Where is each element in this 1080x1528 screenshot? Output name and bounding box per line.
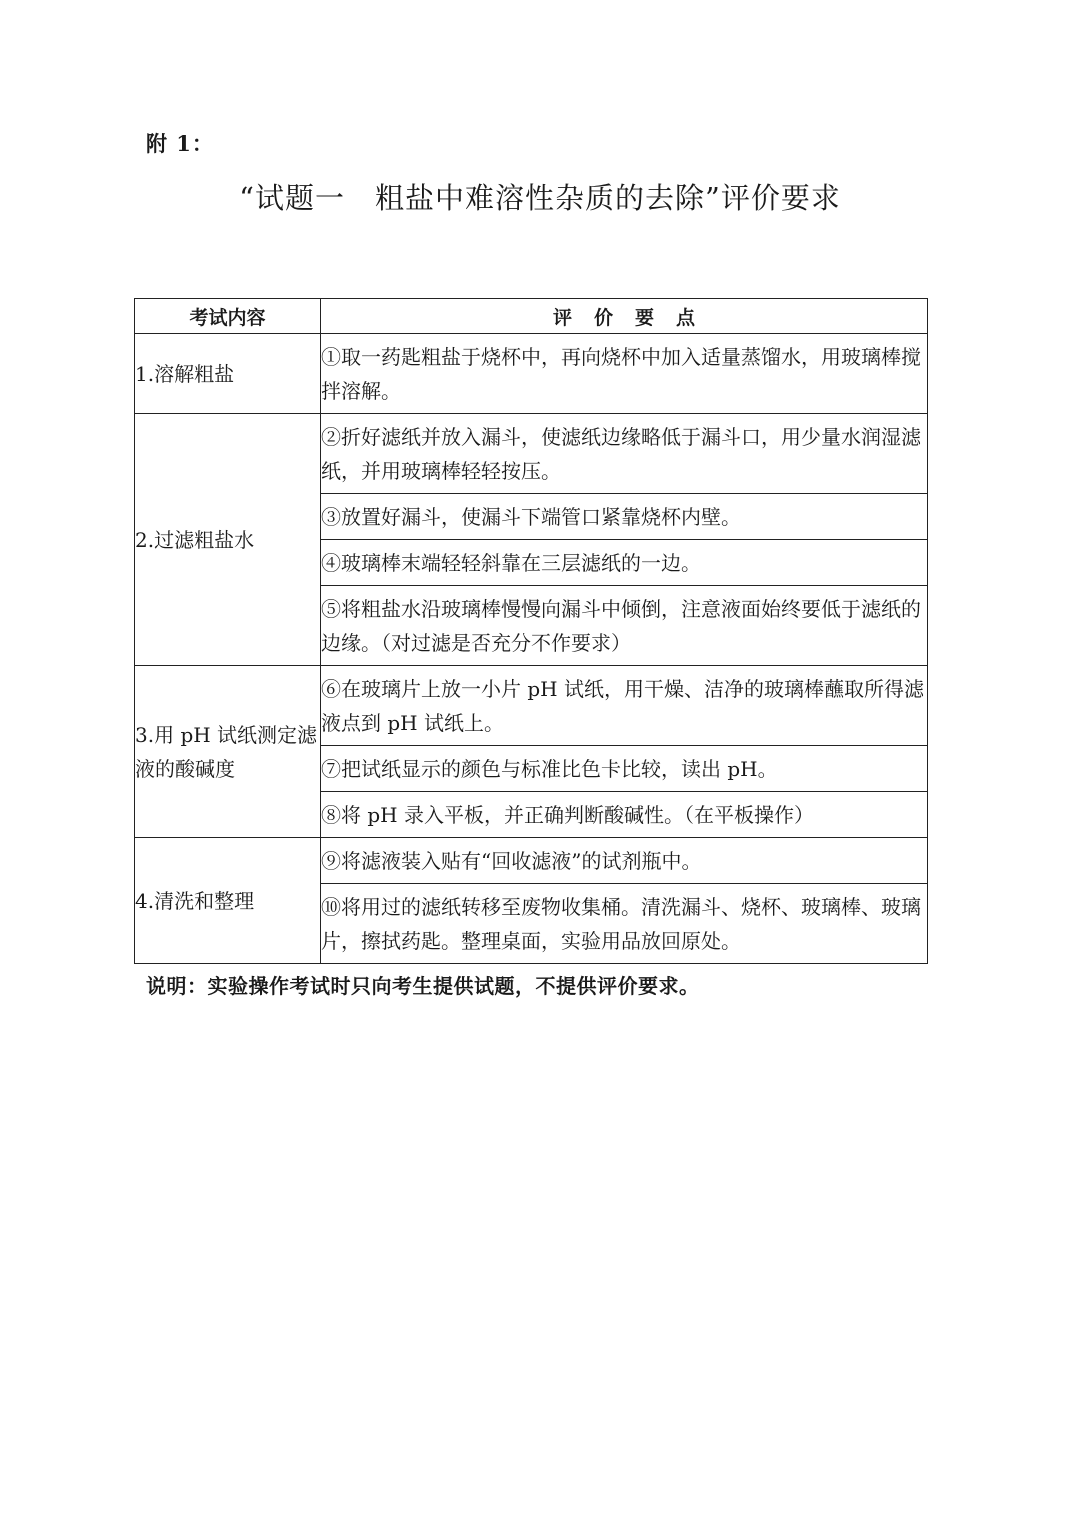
section-content-4: 4.清洗和整理 <box>135 838 321 964</box>
point-8: ⑧将 pH 录入平板，并正确判断酸碱性。（在平板操作） <box>321 792 928 838</box>
section-content-1: 1.溶解粗盐 <box>135 334 321 414</box>
header-evaluation-points: 评价要点 <box>321 299 928 334</box>
document-title: “试题一 粗盐中难溶性杂质的去除”评价要求 <box>239 181 841 215</box>
point-4: ④玻璃棒末端轻轻斜靠在三层滤纸的一边。 <box>321 540 928 586</box>
point-1: ①取一药匙粗盐于烧杯中，再向烧杯中加入适量蒸馏水，用玻璃棒搅拌溶解。 <box>321 334 928 414</box>
attachment-label: 附 1： <box>146 131 214 156</box>
point-2: ②折好滤纸并放入漏斗，使滤纸边缘略低于漏斗口，用少量水润湿滤纸，并用玻璃棒轻轻按压。 <box>321 414 928 494</box>
table-row <box>135 838 928 884</box>
table-header-row <box>135 299 928 334</box>
point-7: ⑦把试纸显示的颜色与标准比色卡比较，读出 pH。 <box>321 746 928 792</box>
point-5: ⑤将粗盐水沿玻璃棒慢慢向漏斗中倾倒，注意液面始终要低于滤纸的边缘。（对过滤是否充分不作要求） <box>321 586 928 666</box>
section-content-3: 3.用 pH 试纸测定滤液的酸碱度 <box>135 666 321 838</box>
section-content-2: 2.过滤粗盐水 <box>135 414 321 666</box>
footnote: 说明：实验操作考试时只向考生提供试题，不提供评价要求。 <box>146 974 700 998</box>
point-6: ⑥在玻璃片上放一小片 pH 试纸，用干燥、洁净的玻璃棒蘸取所得滤液点到 pH 试纸上。 <box>321 666 928 746</box>
header-exam-content: 考试内容 <box>135 299 321 334</box>
point-3: ③放置好漏斗，使漏斗下端管口紧靠烧杯内壁。 <box>321 494 928 540</box>
evaluation-table <box>134 298 928 964</box>
point-10: ⑩将用过的滤纸转移至废物收集桶。清洗漏斗、烧杯、玻璃棒、玻璃片，擦拭药匙。整理桌面，实验用品放回原处。 <box>321 884 928 964</box>
point-9: ⑨将滤液装入贴有“回收滤液”的试剂瓶中。 <box>321 838 928 884</box>
table-row <box>135 334 928 414</box>
table-row <box>135 414 928 494</box>
table-row <box>135 666 928 746</box>
